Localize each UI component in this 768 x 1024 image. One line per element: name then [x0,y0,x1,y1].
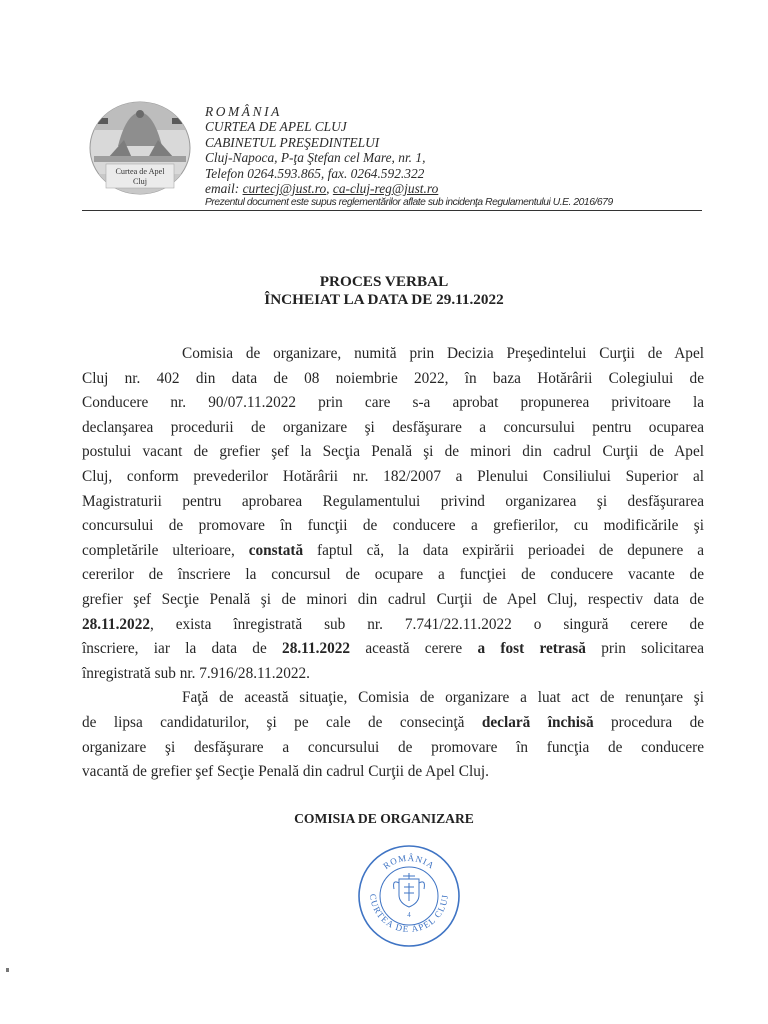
body-line [82,613,704,638]
body-line: Comisia de organizare, numită prin Decizia Preşedintelui Curţii de Apel [182,345,704,362]
document-subtitle: ÎNCHEIAT LA DATA DE 29.11.2022 [264,291,504,308]
body-line: concursului de promovare în funcţii de conducere a grefierilor, cu modificările şi [82,517,704,535]
text-run: de lipsa candidaturilor, şi pe cale de consecinţă [82,713,482,731]
body-line: organizare şi desfăşurare a concursului de promovare în funcţia de conducere [82,738,704,756]
email-link-1[interactable]: curtecj@just.ro [242,181,327,197]
letterhead [205,104,705,210]
gdpr-notice: Prezentul document este supus reglementărilor aflate sub incidenţa Regulamentului U.E. 2016/679 [205,197,613,209]
body-line: grefier şef Secţie Penală şi de minori din cadrul Curţii de Apel Cluj, respectiv data de [82,590,704,608]
document-title: PROCES VERBAL [319,273,449,290]
text-run: înscriere, iar la data de [82,640,283,658]
document-body [82,342,704,785]
bold-text: constată [248,541,304,559]
body-line: postului vacant de grefier şef la Secţia Penală şi de minori din cadrul Curţii de Apel [82,443,704,461]
stamp-top-text: ROMÂNIA [381,852,437,872]
body-line: înregistrată sub nr. 7.916/28.11.2022. [82,664,311,682]
body-line: Cluj nr. 402 din data de 08 noiembrie 2022, în baza Hotărârii Colegiului de [82,369,704,387]
stamp-number: 4 [407,911,411,919]
body-line: cererilor de înscriere la concursul de ocupare a funcţiei de conducere vacante de [82,566,704,584]
stamp-bottom-text: CURTEA DE APEL CLUJ [367,893,451,935]
text-run: completările ulterioare, [82,541,249,559]
body-line [82,711,704,736]
court-logo [88,100,192,196]
text-run: procedura de [593,713,705,731]
bold-text: a fost retrasă [477,640,586,658]
body-line: Faţă de această situaţie, Comisia de organizare a luat act de renunţare şi [182,689,704,707]
bold-date: 28.11.2022 [282,640,351,658]
header-address: Cluj-Napoca, P-ţa Ştefan cel Mare, nr. 1, [205,150,426,166]
header-phone-fax: Telefon 0264.593.865, fax. 0264.592.322 [205,165,425,181]
body-line: Magistraturii pentru aprobarea Regulamentului privind organizarea şi desfăşurarea [82,492,704,510]
text-run: faptul că, la data expirării perioadei de depunere a [303,541,704,559]
header-divider [82,210,702,211]
logo-caption-2: Cluj [132,177,148,186]
body-line: Cluj, conform prevederilor Hotărârii nr. 182/2007 a Plenului Consiliului Superior al [82,467,704,485]
text-run: , exista înregistrată sub nr. 7.741/22.11.2022 o singură cerere de [150,615,704,633]
email-separator: , [326,181,333,197]
text-run: această cerere [350,640,478,658]
bold-date: 28.11.2022 [82,615,150,633]
email-link-2[interactable]: ca-cluj-reg@just.ro [332,181,439,197]
bold-text: declară închisă [481,713,594,731]
signature-title: COMISIA DE ORGANIZARE [294,811,474,826]
body-line: Conducere nr. 90/07.11.2022 prin care s-a aprobat propunerea privitoare la [82,394,704,412]
header-country: ROMÂNIA [205,104,282,119]
header-office: CABINETUL PREŞEDINTELUI [205,134,380,150]
body-line: vacantă de grefier şef Secţie Penală din cadrul Curţii de Apel Cluj. [82,763,489,781]
email-label: email: [205,181,243,197]
scan-mark [6,968,9,972]
official-stamp [356,843,462,949]
body-line [82,539,704,564]
header-email-line [205,181,705,196]
header-court: CURTEA DE APEL CLUJ [205,119,347,135]
body-line [82,637,704,662]
svg-text:ROMÂNIA [381,853,436,871]
text-run: prin solicitarea [585,640,704,658]
logo-caption-1: Curtea de Apel [115,167,165,176]
body-line: declanşarea procedurii de organizare şi desfăşurare a concursului pentru ocuparea [82,418,704,436]
coat-of-arms-icon [394,873,425,907]
